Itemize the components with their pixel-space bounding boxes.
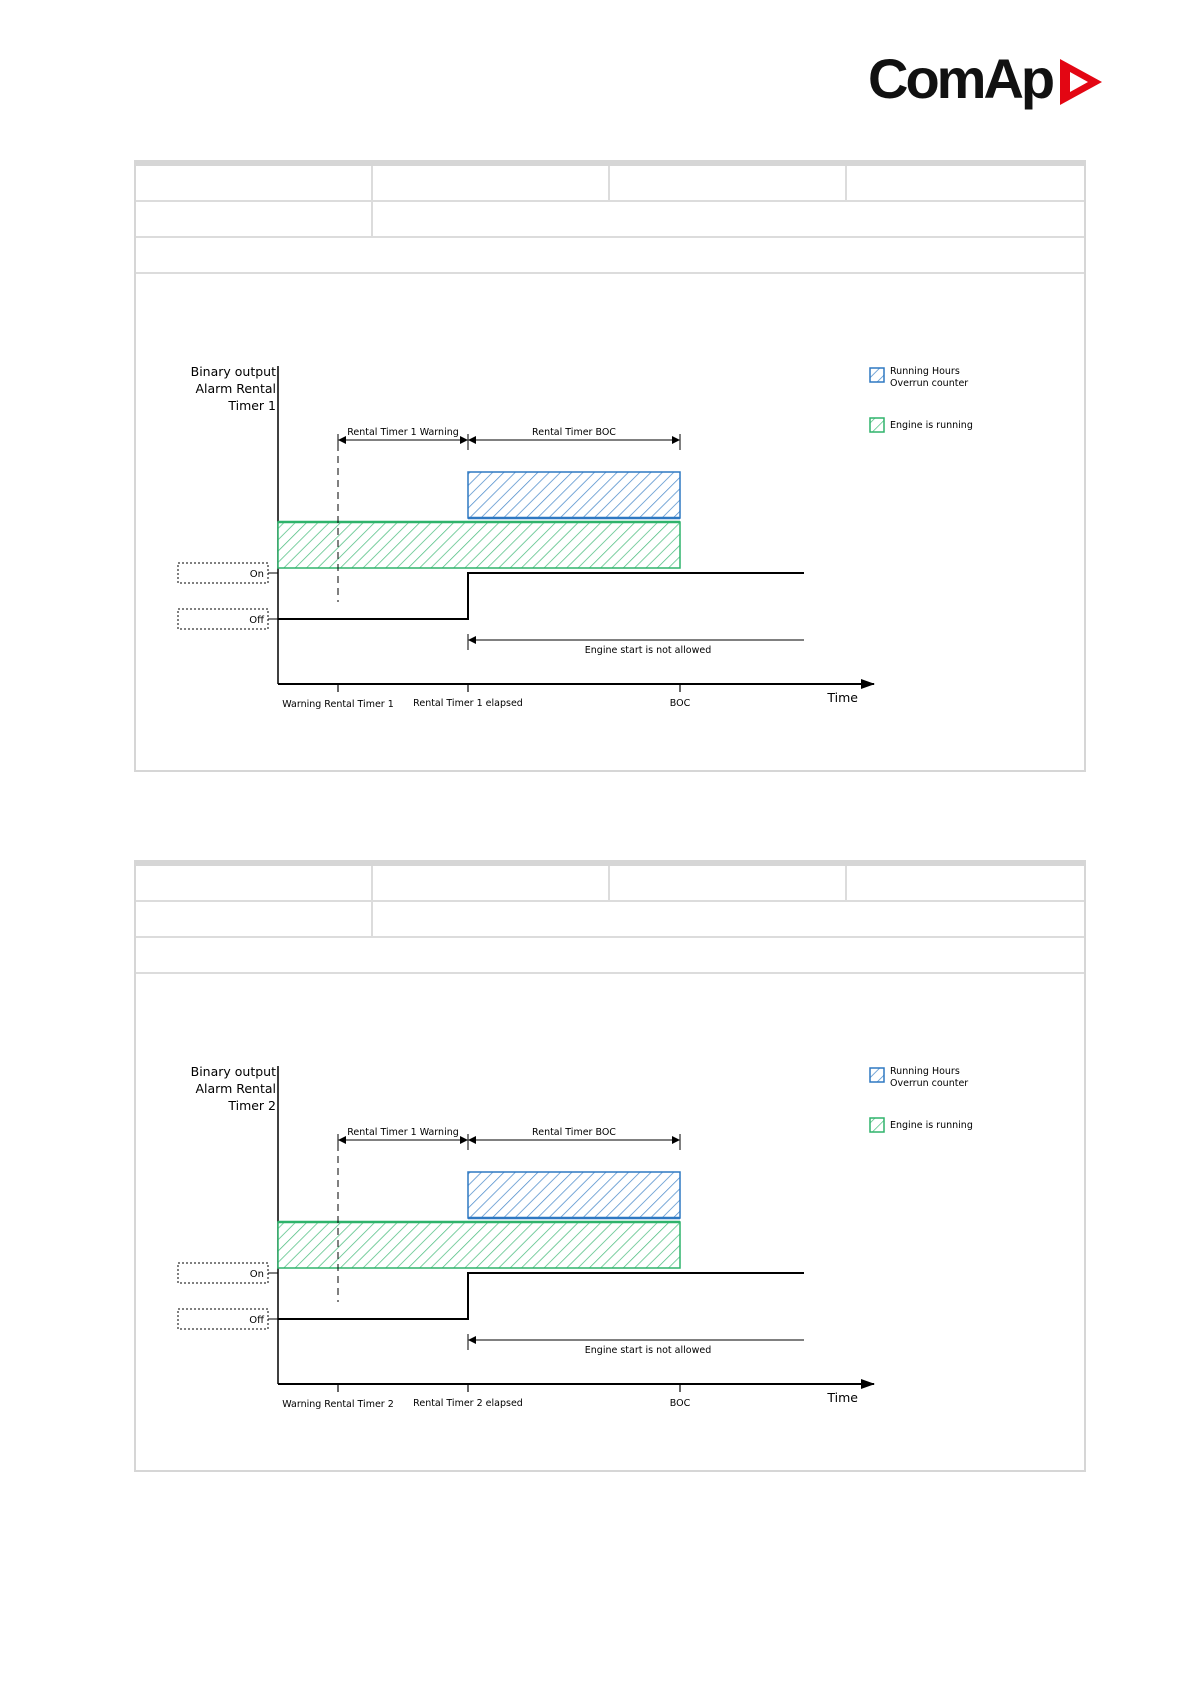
panel-description-row xyxy=(136,238,1084,274)
tick-label-boc: BOC xyxy=(669,1398,691,1409)
header-cell xyxy=(136,166,373,200)
logo-text: ComAp xyxy=(868,47,1053,110)
x-axis-label: Time xyxy=(827,1390,858,1405)
timing-diagram-area xyxy=(136,974,1084,1470)
legend-engine-label: Engine is running xyxy=(890,1120,973,1131)
panel-info-row xyxy=(136,202,1084,238)
warning-span-label: Rental Timer 1 Warning xyxy=(347,427,459,438)
legend-hours-label: Overrun counter xyxy=(890,378,969,389)
header-cell xyxy=(847,866,1084,900)
boc-span-label: Rental Timer BOC xyxy=(532,427,616,438)
boc-span-label: Rental Timer BOC xyxy=(532,1127,616,1138)
output-signal-line xyxy=(278,573,804,619)
running-hours-band xyxy=(468,472,680,518)
comap-logo xyxy=(868,44,1128,114)
logo-arrow-icon xyxy=(1058,57,1104,107)
output-signal-line xyxy=(278,1273,804,1319)
parameter-panel-1 xyxy=(134,160,1086,772)
running-hours-band xyxy=(468,1172,680,1218)
panel-description-row xyxy=(136,938,1084,974)
description-cell xyxy=(136,938,1084,972)
tick-label-warning: Warning Rental Timer 2 xyxy=(282,1399,394,1410)
y-axis-label: Timer 1 xyxy=(228,398,276,413)
panel-header-row xyxy=(136,166,1084,202)
parameter-panel-2 xyxy=(134,860,1086,1472)
y-axis-label: Binary output xyxy=(190,364,276,379)
header-cell xyxy=(136,866,373,900)
off-label: Off xyxy=(249,615,264,626)
warning-span-label: Rental Timer 1 Warning xyxy=(347,1127,459,1138)
y-axis-label: Alarm Rental xyxy=(195,381,276,396)
y-axis-label: Timer 2 xyxy=(228,1098,276,1113)
header-cell xyxy=(610,866,847,900)
header-cell xyxy=(610,166,847,200)
panel-info-row xyxy=(136,902,1084,938)
tick-label-elapsed: Rental Timer 2 elapsed xyxy=(413,1398,523,1409)
header-cell xyxy=(373,166,610,200)
legend-engine-swatch xyxy=(870,1118,884,1132)
y-axis-label: Alarm Rental xyxy=(195,1081,276,1096)
on-label: On xyxy=(249,1269,264,1280)
off-label: Off xyxy=(249,1315,264,1326)
description-cell xyxy=(136,238,1084,272)
legend-engine-swatch xyxy=(870,418,884,432)
info-cell xyxy=(136,202,373,236)
legend-hours-label: Running Hours xyxy=(890,366,960,377)
timing-diagram xyxy=(136,974,1084,1470)
legend-hours-label: Overrun counter xyxy=(890,1078,969,1089)
timing-diagram xyxy=(136,274,1084,770)
header-cell xyxy=(847,166,1084,200)
legend-engine-label: Engine is running xyxy=(890,420,973,431)
info-cell xyxy=(373,202,1084,236)
y-axis-label: Binary output xyxy=(190,1064,276,1079)
info-cell xyxy=(373,902,1084,936)
tick-label-elapsed: Rental Timer 1 elapsed xyxy=(413,698,523,709)
not-allowed-label: Engine start is not allowed xyxy=(584,645,712,656)
info-cell xyxy=(136,902,373,936)
tick-label-boc: BOC xyxy=(669,698,691,709)
not-allowed-label: Engine start is not allowed xyxy=(584,1345,712,1356)
legend-hours-label: Running Hours xyxy=(890,1066,960,1077)
legend-hours-swatch xyxy=(870,368,884,382)
on-label: On xyxy=(249,569,264,580)
timing-diagram-area xyxy=(136,274,1084,770)
panel-header-row xyxy=(136,866,1084,902)
legend-hours-swatch xyxy=(870,1068,884,1082)
tick-label-warning: Warning Rental Timer 1 xyxy=(282,699,394,710)
x-axis-label: Time xyxy=(827,690,858,705)
header-cell xyxy=(373,866,610,900)
